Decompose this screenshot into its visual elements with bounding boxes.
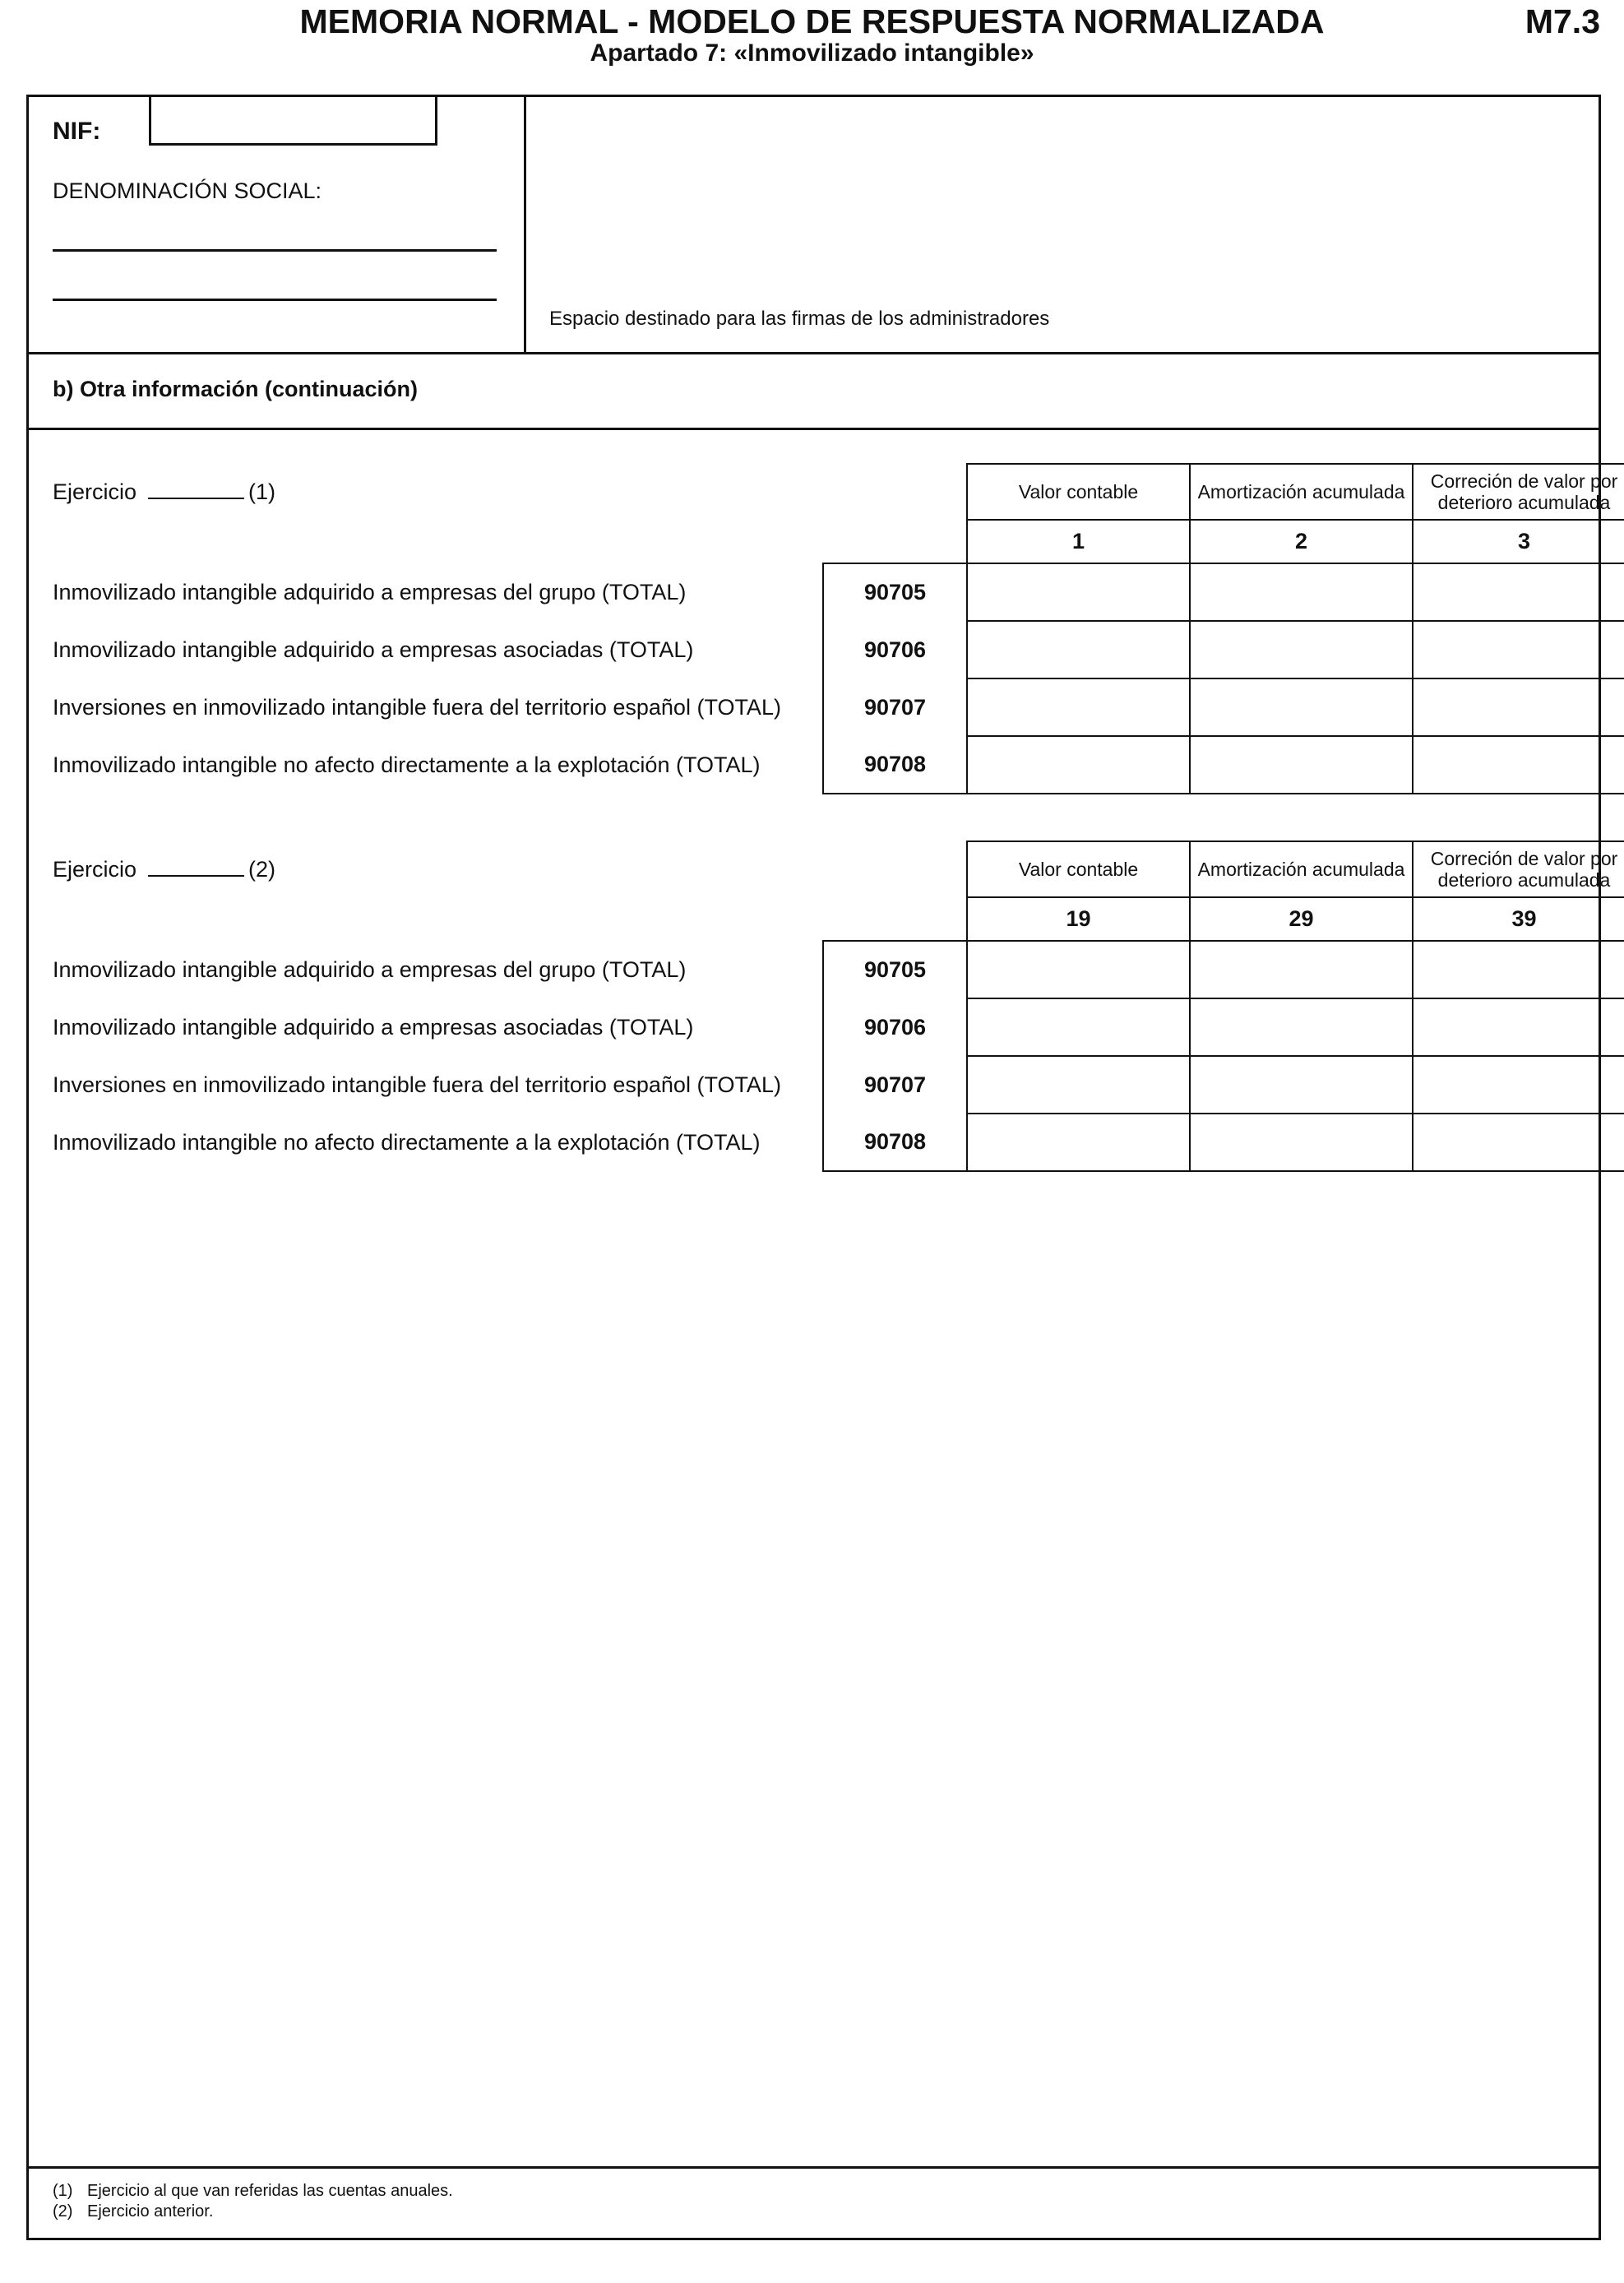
ejercicio-1-header-spacer — [823, 464, 967, 520]
ejercicio-2-asociadas-amortizacion-cell[interactable] — [1190, 998, 1413, 1056]
ejercicio-2-asociadas-valor-contable-cell[interactable] — [967, 998, 1190, 1056]
row-code: 90708 — [823, 1114, 967, 1171]
ejercicio-2-label: Ejercicio — [53, 856, 137, 882]
row-code: 90706 — [823, 621, 967, 678]
ejercicio-2-col-amortizacion-acumulada: Amortización acumulada — [1190, 841, 1413, 897]
ejercicio-2-header-spacer — [823, 841, 967, 897]
ejercicio-1-table — [53, 463, 1624, 794]
ejercicio-2-asociadas-deterioro-cell[interactable] — [1413, 998, 1624, 1056]
ejercicio-2-row-fuera-territorio — [53, 1056, 1624, 1114]
ejercicio-1-header-row — [53, 464, 1624, 520]
footnote-2-ref: (2) — [53, 2202, 73, 2220]
ejercicio-1-no-afecto-valor-contable-cell[interactable] — [967, 736, 1190, 794]
nif-label: NIF: — [53, 118, 101, 145]
row-label: Inmovilizado intangible no afecto directamente a la explotación (TOTAL) — [53, 1129, 761, 1155]
ejercicio-1-row-no-afecto-explotacion — [53, 736, 1624, 794]
ejercicio-1-line — [53, 464, 823, 520]
ejercicio-1-row-empresas-asociadas — [53, 621, 1624, 678]
ejercicio-1-footnote-ref: (1) — [248, 479, 276, 504]
denominacion-social-field-1[interactable] — [53, 224, 497, 252]
ejercicio-1-fuera-valor-contable-cell[interactable] — [967, 678, 1190, 736]
ejercicio-1-fuera-amortizacion-cell[interactable] — [1190, 678, 1413, 736]
ejercicio-2-number-spacer-code — [823, 897, 967, 941]
ejercicio-2-fuera-valor-contable-cell[interactable] — [967, 1056, 1190, 1114]
row-code: 90707 — [823, 1056, 967, 1114]
row-code: 90707 — [823, 678, 967, 736]
ejercicio-2-year-field[interactable] — [148, 857, 244, 877]
row-code: 90705 — [823, 563, 967, 621]
ejercicio-2-no-afecto-amortizacion-cell[interactable] — [1190, 1114, 1413, 1171]
form-subtitle: Apartado 7: «Inmovilizado intangible» — [590, 39, 1034, 67]
row-label: Inmovilizado intangible no afecto directamente a la explotación (TOTAL) — [53, 752, 761, 777]
ejercicio-2-row-no-afecto-explotacion — [53, 1114, 1624, 1171]
row-label: Inmovilizado intangible adquirido a empresas del grupo (TOTAL) — [53, 579, 687, 604]
ejercicio-1-col-number-3: 3 — [1413, 520, 1624, 563]
footnote-2-text: Ejercicio anterior. — [87, 2202, 214, 2220]
footnote-1-text: Ejercicio al que van referidas las cuentas anuales. — [87, 2182, 453, 2200]
ejercicio-1-fuera-deterioro-cell[interactable] — [1413, 678, 1624, 736]
footnote-1 — [53, 2181, 453, 2202]
ejercicio-2-grupo-amortizacion-cell[interactable] — [1190, 941, 1413, 998]
ejercicio-2-grupo-deterioro-cell[interactable] — [1413, 941, 1624, 998]
form-code: M7.3 — [1525, 2, 1600, 40]
ejercicio-2-grupo-valor-contable-cell[interactable] — [967, 941, 1190, 998]
section-title: b) Otra información (continuación) — [53, 377, 418, 401]
denominacion-social-label: DENOMINACIÓN SOCIAL: — [53, 178, 322, 203]
row-code: 90706 — [823, 998, 967, 1056]
ejercicio-1-number-spacer-label — [53, 520, 823, 563]
footnotes — [53, 2181, 453, 2222]
ejercicio-1-asociadas-deterioro-cell[interactable] — [1413, 621, 1624, 678]
signature-caption: Espacio destinado para las firmas de los administradores — [549, 308, 1050, 330]
row-label: Inmovilizado intangible adquirido a empresas asociadas (TOTAL) — [53, 1014, 694, 1040]
ejercicio-1-col-number-2: 2 — [1190, 520, 1413, 563]
ejercicio-2-footnote-ref: (2) — [248, 856, 276, 882]
ejercicio-1-asociadas-valor-contable-cell[interactable] — [967, 621, 1190, 678]
ejercicio-1-row-fuera-territorio — [53, 678, 1624, 736]
ejercicio-2-col-number-39: 39 — [1413, 897, 1624, 941]
footnote-2 — [53, 2202, 453, 2222]
ejercicio-1-asociadas-amortizacion-cell[interactable] — [1190, 621, 1413, 678]
denominacion-social-field-2[interactable] — [53, 273, 497, 301]
ejercicio-2-no-afecto-deterioro-cell[interactable] — [1413, 1114, 1624, 1171]
row-code: 90708 — [823, 736, 967, 794]
ejercicio-1-col-correccion-deterioro: Correción de valor por deterioro acumulada — [1413, 464, 1624, 520]
ejercicio-1-no-afecto-deterioro-cell[interactable] — [1413, 736, 1624, 794]
ejercicio-1-year-field[interactable] — [148, 479, 244, 499]
ejercicio-2-col-correccion-deterioro: Correción de valor por deterioro acumulada — [1413, 841, 1624, 897]
ejercicio-1-grupo-amortizacion-cell[interactable] — [1190, 563, 1413, 621]
row-code: 90705 — [823, 941, 967, 998]
ejercicio-1-column-number-row — [53, 520, 1624, 563]
ejercicio-2-col-valor-contable: Valor contable — [967, 841, 1190, 897]
ejercicio-1-label: Ejercicio — [53, 479, 137, 504]
header-bottom-rule — [26, 352, 1601, 354]
ejercicio-2-table — [53, 840, 1624, 1172]
ejercicio-2-number-spacer-label — [53, 897, 823, 941]
ejercicio-2-fuera-deterioro-cell[interactable] — [1413, 1056, 1624, 1114]
row-label: Inmovilizado intangible adquirido a empresas asociadas (TOTAL) — [53, 637, 694, 662]
row-label: Inversiones en inmovilizado intangible fuera del territorio español (TOTAL) — [53, 1072, 781, 1097]
ejercicio-1-col-number-1: 1 — [967, 520, 1190, 563]
nif-field[interactable] — [149, 95, 437, 146]
form-title: MEMORIA NORMAL - MODELO DE RESPUESTA NORMALIZADA — [299, 2, 1325, 40]
ejercicio-1-no-afecto-amortizacion-cell[interactable] — [1190, 736, 1413, 794]
ejercicio-2-fuera-amortizacion-cell[interactable] — [1190, 1056, 1413, 1114]
ejercicio-1-row-empresas-grupo — [53, 563, 1624, 621]
ejercicio-1-grupo-valor-contable-cell[interactable] — [967, 563, 1190, 621]
row-label: Inmovilizado intangible adquirido a empresas del grupo (TOTAL) — [53, 956, 687, 982]
footnotes-rule — [26, 2166, 1601, 2169]
ejercicio-2-column-number-row — [53, 897, 1624, 941]
ejercicio-1-col-valor-contable: Valor contable — [967, 464, 1190, 520]
ejercicio-2-row-empresas-asociadas — [53, 998, 1624, 1056]
ejercicio-1-col-amortizacion-acumulada: Amortización acumulada — [1190, 464, 1413, 520]
ejercicio-2-col-number-29: 29 — [1190, 897, 1413, 941]
ejercicio-2-no-afecto-valor-contable-cell[interactable] — [967, 1114, 1190, 1171]
ejercicio-1-number-spacer-code — [823, 520, 967, 563]
ejercicio-2-line — [53, 841, 823, 897]
ejercicio-2-header-row — [53, 841, 1624, 897]
footnote-1-ref: (1) — [53, 2182, 73, 2200]
signature-area — [526, 97, 1599, 352]
section-title-rule — [26, 428, 1601, 430]
ejercicio-1-grupo-deterioro-cell[interactable] — [1413, 563, 1624, 621]
ejercicio-2-col-number-19: 19 — [967, 897, 1190, 941]
ejercicio-2-row-empresas-grupo — [53, 941, 1624, 998]
row-label: Inversiones en inmovilizado intangible fuera del territorio español (TOTAL) — [53, 694, 781, 720]
